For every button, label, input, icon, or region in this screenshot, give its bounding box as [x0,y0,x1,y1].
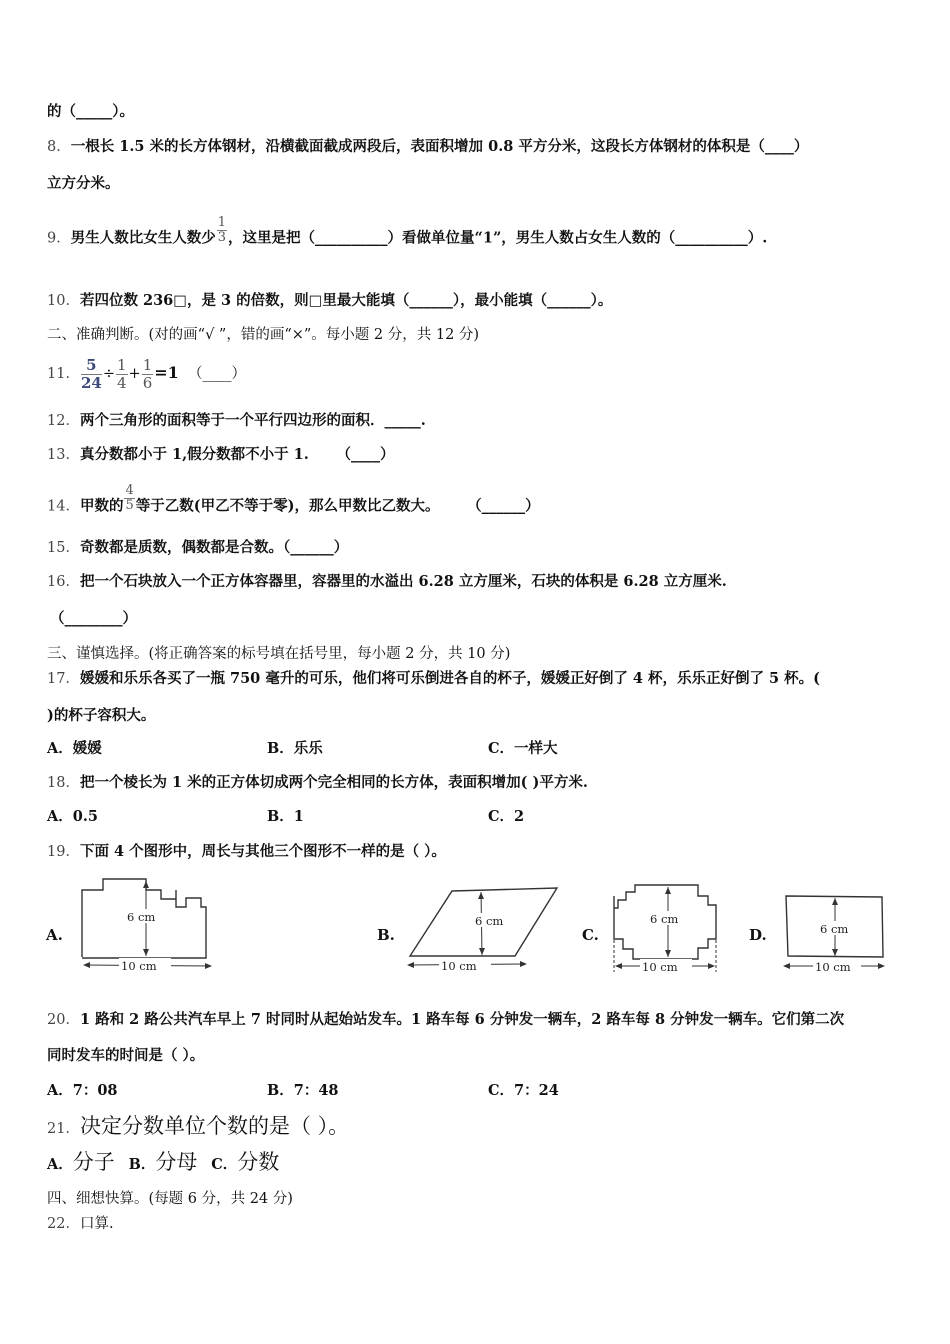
answer-blank[interactable]: （____） [188,366,246,382]
option-letter: C． [211,1156,238,1173]
figure-a-label[interactable]: A. [46,926,63,944]
question-number: 19． [47,844,80,860]
question-16 [47,572,727,592]
question-number: 10． [47,293,80,309]
question-number: 16． [47,574,80,590]
figure-d-height: 6 cm [820,922,849,936]
question-22 [47,1214,114,1234]
question-17 [47,669,820,689]
figure-a-stepped-shape [75,876,220,976]
figure-c-width: 10 cm [642,960,678,974]
q7-tail: 的（_____）。 [47,103,134,120]
fraction-5-24 [81,357,102,392]
question-number: 13． [47,447,80,463]
question-text: 1 路和 2 路公共汽车早上 7 时同时从起始站发车。1 路车每 6 分钟发一辆车，2 路车每 8 分钟发一辆车。它们第二次 [79,1011,845,1028]
question-number: 11． [47,366,80,382]
q18-option-a[interactable]: A．0.5 [47,808,98,825]
question-9 [47,215,768,253]
question-text: 媛媛和乐乐各买了一瓶 750 毫升的可乐，他们将可乐倒进各自的杯子，媛媛正好倒了 4 杯，乐乐正好倒了 5 杯。( [79,670,821,687]
q17-option-b[interactable]: B．乐乐 [267,740,323,757]
question-20 [47,1010,844,1030]
question-20-continued: 同时发车的时间是（ ）。 [47,1047,205,1064]
q20-option-b[interactable]: B．7：48 [267,1082,339,1099]
option-letter: B． [128,1156,156,1173]
figure-c-stepped-octagon [608,878,728,978]
question-number: 12． [47,413,80,429]
equals-one: =1 [154,363,179,382]
option-letter: A． [47,1156,73,1173]
question-12 [47,411,426,431]
numerator: 1 [142,355,153,374]
divide-operator: ÷ [102,366,115,382]
question-21 [47,1112,349,1143]
q21-option-c[interactable] [211,1150,280,1174]
figure-d-width: 10 cm [815,960,851,974]
denominator: 24 [80,373,102,392]
section-2-heading: 二、准确判断。(对的画“√ ”，错的画“×”。每小题 2 分，共 12 分) [47,327,480,343]
figure-d-label[interactable]: D. [749,926,767,944]
question-14 [47,483,540,521]
question-text: 一根长 1.5 米的长方体钢材，沿横截面截成两段后，表面积增加 0.8 平方分米，这段长方体钢材的体积是（____） [70,138,809,155]
question-15 [47,538,348,558]
q21-option-a[interactable] [47,1150,115,1174]
numerator: 4 [125,483,134,498]
figure-b-height: 6 cm [475,914,504,928]
question-number: 18． [47,775,80,791]
q18-option-b[interactable]: B．1 [267,808,304,825]
question-16-blank[interactable]: （________） [50,610,137,627]
fraction-four-fifths [124,484,134,513]
figure-b-parallelogram [405,880,565,975]
option-text: 分母 [155,1150,198,1174]
question-11 [47,356,246,392]
question-number: 17． [47,671,80,687]
q18-option-c[interactable]: C．2 [488,808,525,825]
q20-option-a[interactable]: A．7：08 [47,1082,118,1099]
question-19 [47,842,446,862]
question-text: 把一个棱长为 1 米的正方体切成两个完全相同的长方体，表面积增加( )平方米. [79,774,588,791]
question-8 [47,137,808,157]
figure-b-label[interactable]: B. [377,926,395,944]
figure-c-label[interactable]: C. [582,926,599,944]
figure-c-height: 6 cm [650,912,679,926]
question-text: 奇数都是质数，偶数都是合数。（______） [79,539,349,556]
denominator: 6 [142,373,153,392]
question-18 [47,773,588,793]
denominator: 4 [116,373,127,392]
question-text: 决定分数单位个数的是（ ）。 [79,1114,350,1138]
figure-b-width: 10 cm [441,959,477,973]
question-number: 8． [47,139,71,155]
fraction-1-4 [116,357,128,392]
question-number: 15． [47,540,80,556]
question-number: 14． [47,498,80,515]
question-8-continued: 立方分米。 [47,175,120,192]
denominator: 3 [217,230,227,245]
question-number: 20． [47,1012,80,1028]
numerator: 5 [81,357,102,375]
q17-option-a[interactable]: A．媛媛 [47,740,102,757]
section-4-heading: 四、细想快算。(每题 6 分，共 24 分) [47,1191,293,1207]
fraction-1-6 [142,357,154,392]
question-text: 甲数的 [79,497,124,515]
figure-a-width: 10 cm [121,959,157,973]
question-text-continued: ，这里是把（__________）看做单位量“1”，男生人数占女生人数的（__________）. [228,229,768,247]
question-13 [47,445,394,465]
answer-blank[interactable]: （______） [467,497,540,515]
q17-option-c[interactable]: C．一样大 [488,740,558,757]
question-text-continued: 等于乙数(甲乙不等于零)，那么甲数比乙数大。 [135,497,440,515]
answer-blank[interactable]: （____） [336,446,395,463]
question-text: 口算. [79,1216,114,1232]
question-text: 把一个石块放入一个正方体容器里，容器里的水溢出 6.28 立方厘米，石块的体积是 6.28 立方厘米. [79,573,727,590]
option-text: 分子 [72,1150,115,1174]
question-10 [47,291,612,311]
q20-option-c[interactable]: C．7：24 [488,1082,559,1099]
plus-operator: + [128,366,141,382]
denominator: 5 [125,498,134,513]
figure-a-height: 6 cm [127,910,156,924]
question-text: 两个三角形的面积等于一个平行四边形的面积．_____. [79,412,426,429]
q21-option-b[interactable] [128,1150,198,1174]
question-text: 若四位数 236□，是 3 的倍数，则□里最大能填（______），最小能填（______）。 [79,292,613,309]
q21-options [47,1148,279,1179]
figure-d-rectangle [780,884,900,979]
question-17-continued: )的杯子容积大。 [47,707,156,724]
question-number: 22． [47,1216,80,1232]
question-number: 9． [47,230,71,247]
fraction-one-third [217,216,227,245]
numerator: 1 [116,355,127,374]
question-text: 真分数都小于 1,假分数都不小于 1. [79,446,309,463]
numerator: 1 [217,215,227,230]
option-text: 分数 [237,1150,280,1174]
section-3-heading: 三、谨慎选择。(将正确答案的标号填在括号里，每小题 2 分，共 10 分) [47,646,511,662]
question-text: 男生人数比女生人数少 [70,229,216,247]
question-number: 21． [47,1121,80,1137]
question-text: 下面 4 个图形中，周长与其他三个图形不一样的是（ ）。 [79,843,446,860]
